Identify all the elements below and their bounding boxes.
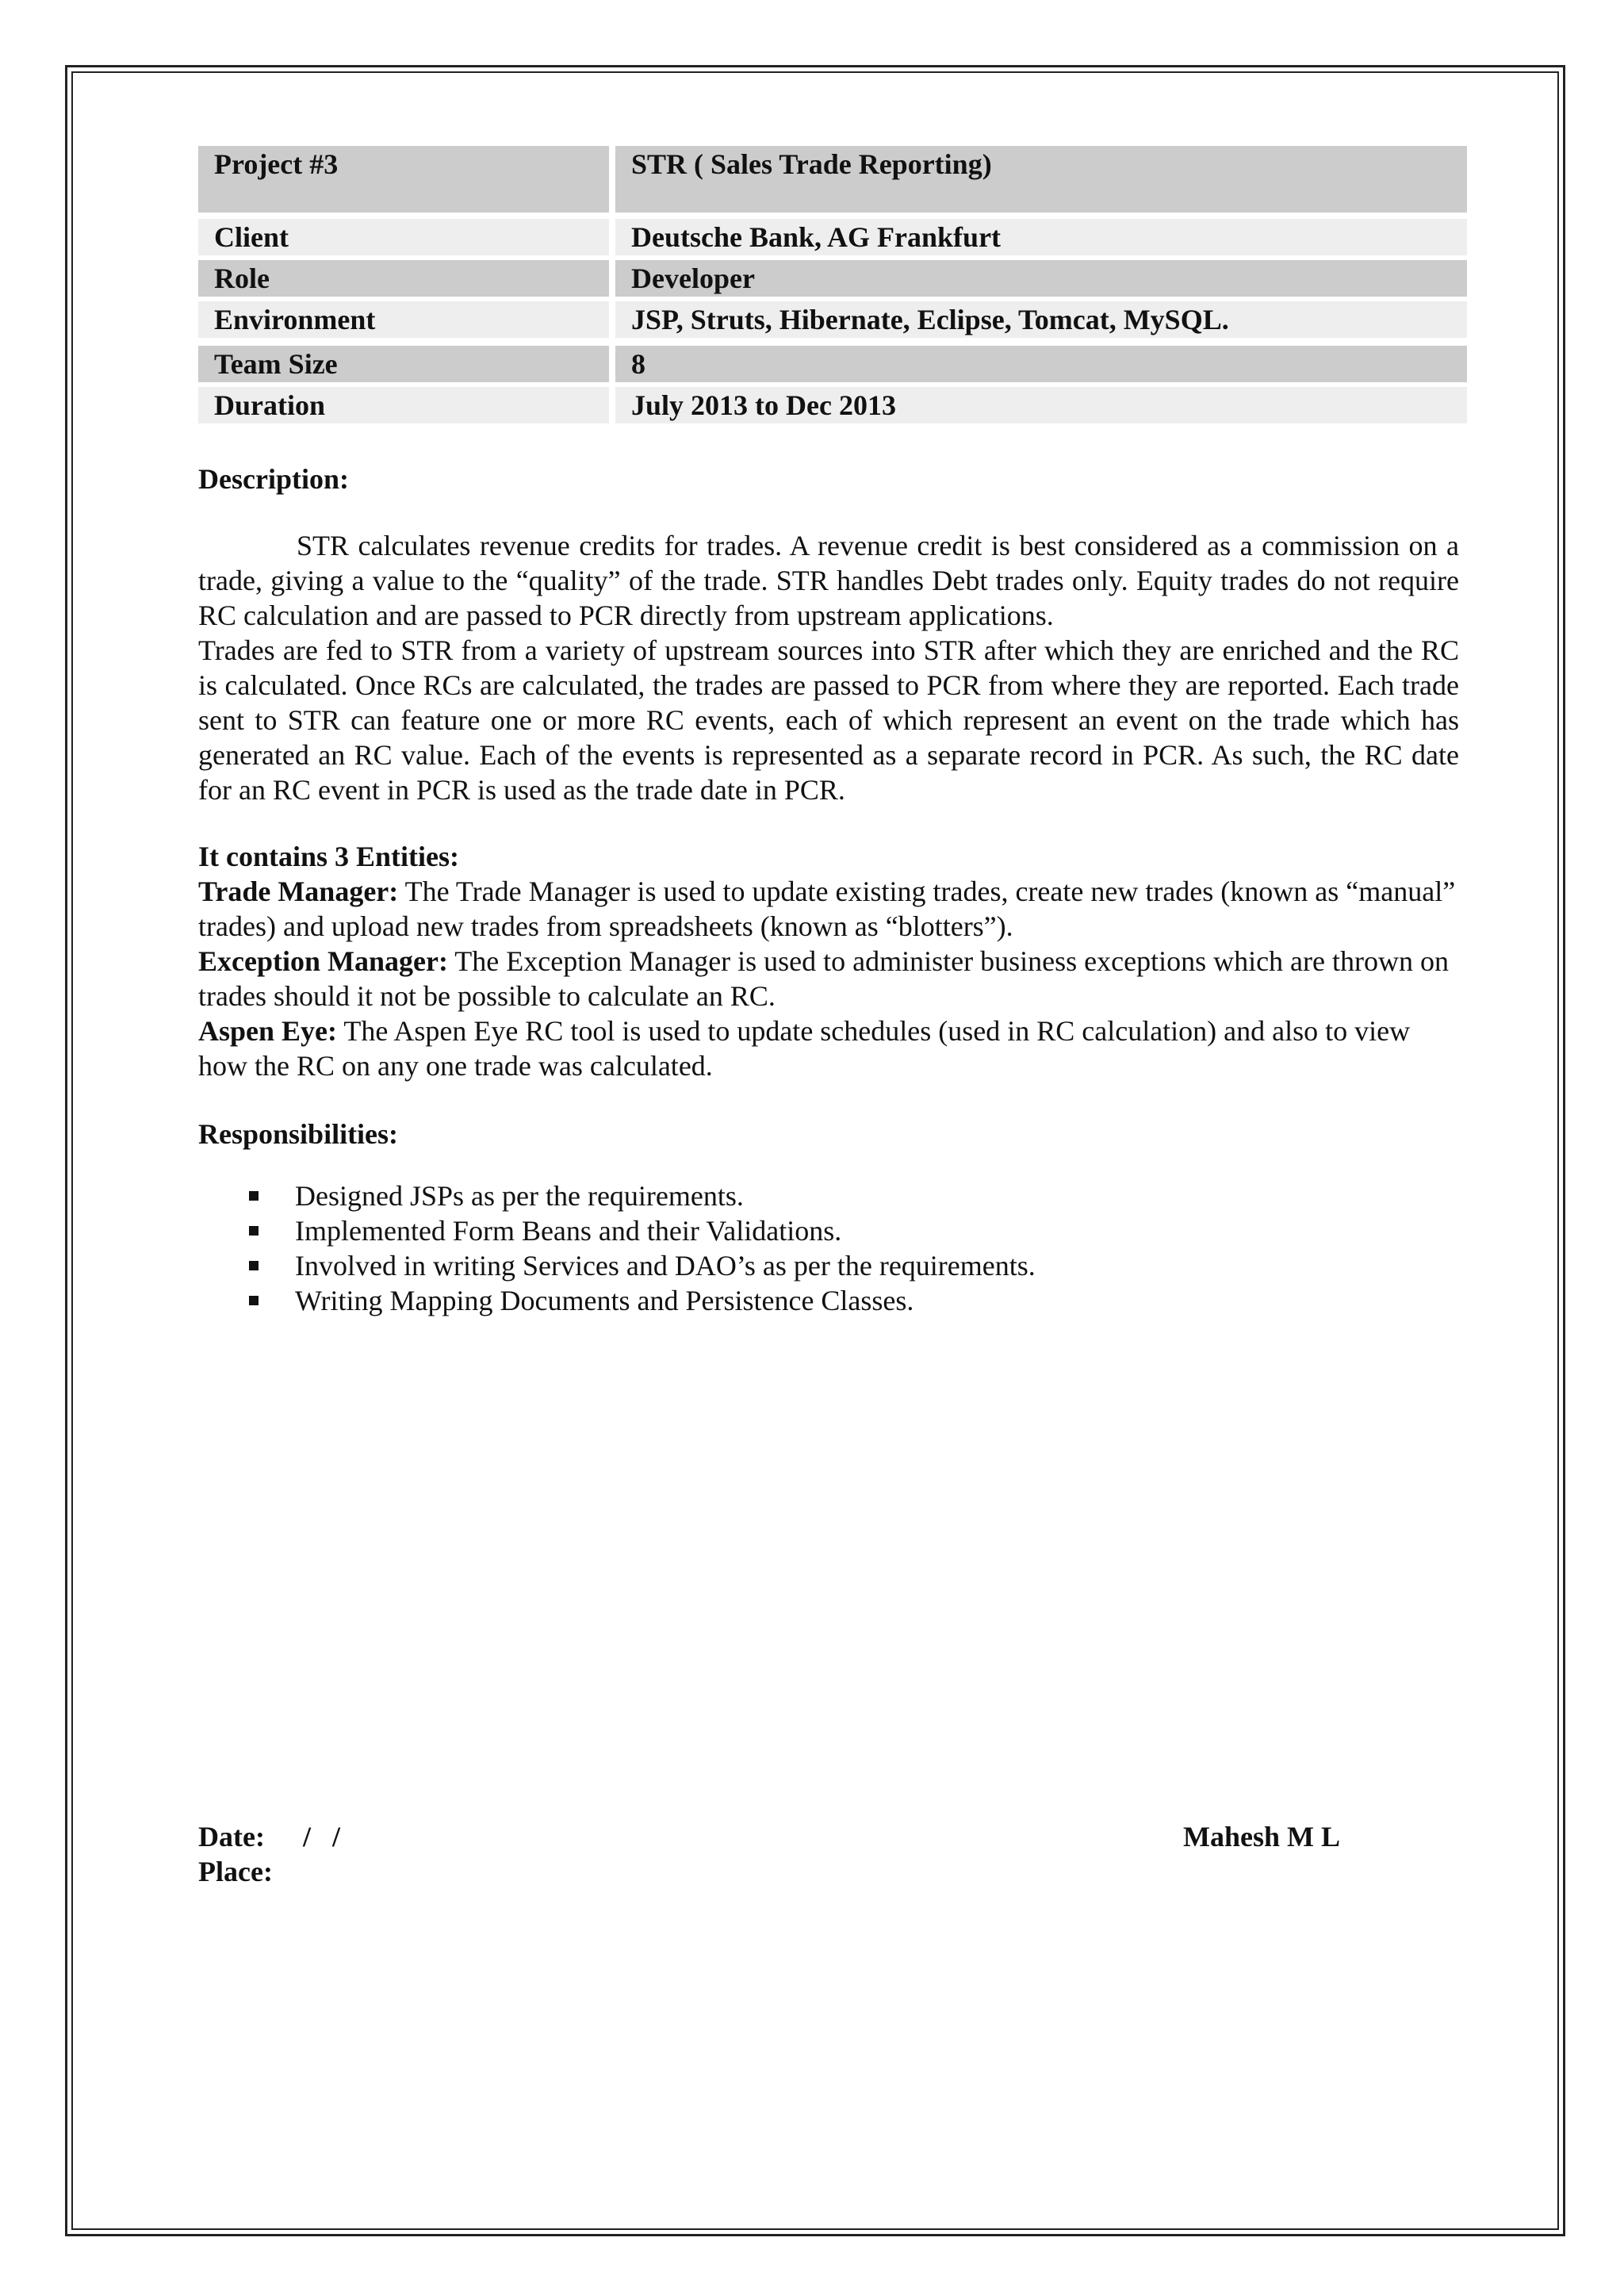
duration-value: July 2013 to Dec 2013 — [615, 387, 1467, 423]
list-item-text: Writing Mapping Documents and Persistence Classes. — [295, 1285, 914, 1316]
description-heading: Description: — [198, 463, 349, 495]
client-value: Deutsche Bank, AG Frankfurt — [615, 219, 1467, 255]
environment-label: Environment — [198, 301, 609, 338]
project-table — [198, 146, 1467, 423]
environment-value: JSP, Struts, Hibernate, Eclipse, Tomcat, MySQL. — [615, 301, 1467, 338]
list-item — [198, 1283, 1459, 1318]
date-value: / / — [303, 1821, 341, 1852]
entity-label: Aspen Eye: — [198, 1015, 338, 1047]
table-row-project — [198, 146, 1467, 213]
list-item-text: Involved in writing Services and DAO’s as per the requirements. — [295, 1250, 1036, 1282]
list-item — [198, 1213, 1459, 1248]
table-row-client — [198, 219, 1467, 255]
entity-text: The Aspen Eye RC tool is used to update schedules (used in RC calculation) and also to view how the RC on any one trade was calculated. — [198, 1015, 1411, 1082]
responsibilities-heading: Responsibilities: — [198, 1118, 399, 1150]
table-row-duration — [198, 387, 1467, 423]
project-number-label: Project #3 — [198, 146, 609, 213]
entities-heading: It contains 3 Entities: — [198, 841, 460, 872]
project-name-value: STR ( Sales Trade Reporting) — [615, 146, 1467, 213]
square-bullet-icon — [249, 1296, 259, 1305]
responsibilities-list — [198, 1178, 1459, 1318]
list-item — [198, 1178, 1459, 1213]
square-bullet-icon — [249, 1226, 259, 1236]
entity-text: The Exception Manager is used to administer business exceptions which are thrown on trades should it not be possible to calculate an RC. — [198, 945, 1449, 1012]
table-row-environment — [198, 301, 1467, 338]
client-label: Client — [198, 219, 609, 255]
description-paragraph-1: STR calculates revenue credits for trades. A revenue credit is best considered as a commission on a trade, giving a value to the “quality” of the trade. STR handles Debt trades only. Equity trades do not require RC calculation and are passed to PCR directly from upstream applications. — [198, 530, 1459, 631]
signatory-name: Mahesh M L — [1183, 1821, 1340, 1852]
square-bullet-icon — [249, 1261, 259, 1270]
list-item — [198, 1248, 1459, 1283]
table-row-role — [198, 260, 1467, 297]
date-label: Date: — [198, 1821, 265, 1852]
role-label: Role — [198, 260, 609, 297]
square-bullet-icon — [249, 1191, 259, 1201]
place-label: Place: — [198, 1856, 273, 1887]
entity-label: Trade Manager: — [198, 875, 399, 907]
entity-text: The Trade Manager is used to update existing trades, create new trades (known as “manual” trades) and upload new trades from spreadsheets (known as “blotters”). — [198, 875, 1456, 942]
entity-label: Exception Manager: — [198, 945, 448, 977]
list-item-text: Implemented Form Beans and their Validations. — [295, 1215, 842, 1247]
table-row-team-size — [198, 346, 1467, 382]
entity-aspen-eye — [198, 1013, 1459, 1083]
document-body — [198, 146, 1459, 1318]
duration-label: Duration — [198, 387, 609, 423]
description-paragraph-2: Trades are fed to STR from a variety of upstream sources into STR after which they are enriched and the RC is calculated. Once RCs are calculated, the trades are passed to PCR from where they are reported. Each trade sent to STR can feature one or more RC events, each of which represent an event on the trade which has generated an RC value. Each of the events is represented as a separate record in PCR. As such, the RC date for an RC event in PCR is used as the trade date in PCR. — [198, 634, 1459, 806]
role-value: Developer — [615, 260, 1467, 297]
entity-exception-manager — [198, 944, 1459, 1013]
list-item-text: Designed JSPs as per the requirements. — [295, 1180, 744, 1212]
team-size-label: Team Size — [198, 346, 609, 382]
entity-trade-manager — [198, 874, 1459, 944]
team-size-value: 8 — [615, 346, 1467, 382]
